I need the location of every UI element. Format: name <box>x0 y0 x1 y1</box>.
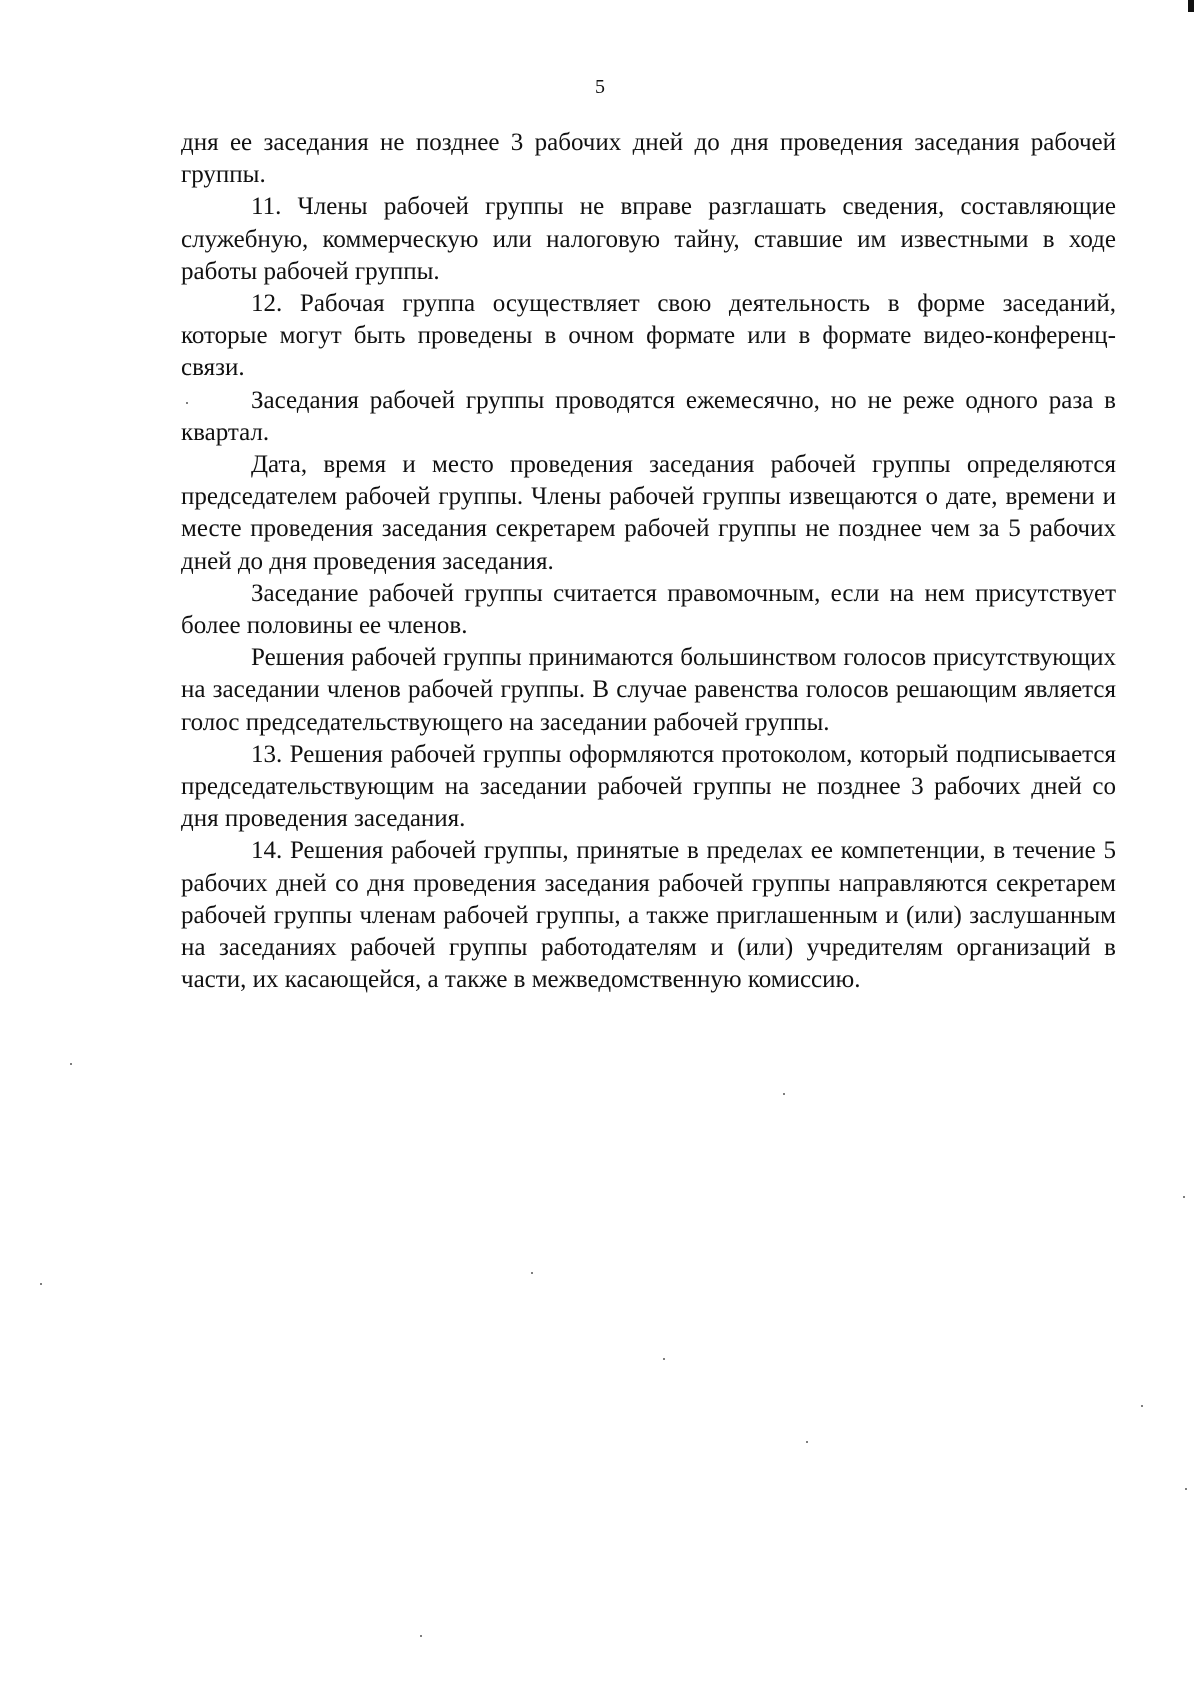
scan-speck <box>1185 1488 1187 1490</box>
scan-speck <box>663 1358 665 1360</box>
paragraph-decisions: Решения рабочей группы принимаются большинством голосов присутствующих на заседании членов рабочей группы. В случае равенства голосов решающим является голос председательствующего на заседании рабочей группы. <box>181 644 1116 736</box>
paragraph-item-12: 12. Рабочая группа осуществляет свою деятельность в форме заседаний, которые могут быть проведены в очном формате или в формате видео-конференц-связи. <box>181 290 1116 382</box>
scan-speck <box>186 402 188 404</box>
paragraph-continuation: дня ее заседания не позднее 3 рабочих дней до дня проведения заседания рабочей группы. <box>181 129 1116 189</box>
scan-speck <box>783 1093 785 1095</box>
page-number: 5 <box>595 76 605 98</box>
scan-speck <box>531 1272 533 1274</box>
document-body <box>181 127 1116 996</box>
scan-speck <box>40 1283 42 1285</box>
scan-speck <box>420 1635 422 1637</box>
paragraph-item-14: 14. Решения рабочей группы, принятые в пределах ее компетенции, в течение 5 рабочих дней со дня проведения заседания рабочей группы направляются секретарем рабочей группы членам рабочей группы, а также приглашенным и (или) заслушанным на заседаниях рабочей группы работодателям и (или) учредителям организаций в части, их касающейся, а также в межведомственную комиссию. <box>181 837 1116 994</box>
paragraph-quorum: Заседание рабочей группы считается правомочным, если на нем присутствует более половины ее членов. <box>181 579 1116 640</box>
paragraph-item-13: 13. Решения рабочей группы оформляются протоколом, который подписывается председательствующим на заседании рабочей группы не позднее 3 рабочих дней со дня проведения заседания. <box>181 740 1116 833</box>
paragraph-meeting-date: Дата, время и место проведения заседания рабочей группы определяются председателем рабочей группы. Члены рабочей группы извещаются о дате, времени и месте проведения заседания секретарем рабочей группы не позднее чем за 5 рабочих дней до дня проведения заседания. <box>181 451 1116 575</box>
paragraph-item-11: 11. Члены рабочей группы не вправе разглашать сведения, составляющие служебную, коммерческую или налоговую тайну, ставшие им известными в ходе работы рабочей группы. <box>181 193 1116 285</box>
paragraph-meeting-frequency: Заседания рабочей группы проводятся ежемесячно, но не реже одного раза в квартал. <box>181 386 1116 446</box>
scan-corner-mark <box>1188 0 1194 12</box>
scan-speck <box>1141 1405 1143 1407</box>
scan-speck <box>1183 1196 1185 1198</box>
scan-speck <box>70 1063 72 1065</box>
scan-speck <box>806 1441 808 1443</box>
